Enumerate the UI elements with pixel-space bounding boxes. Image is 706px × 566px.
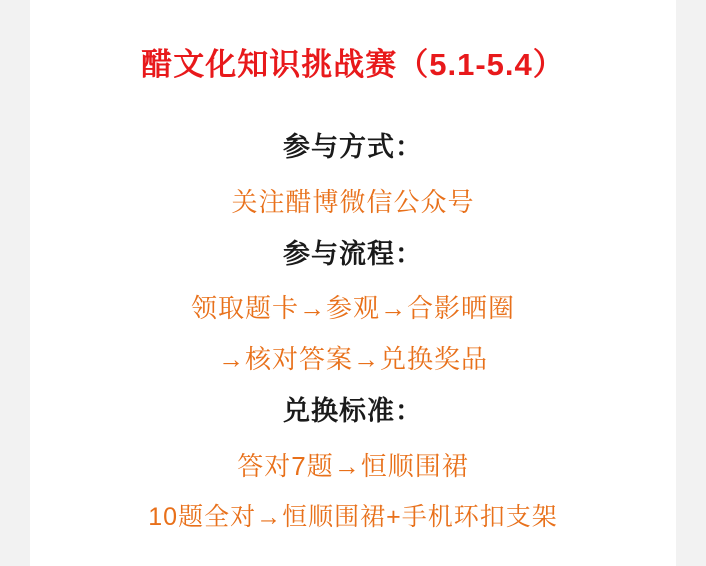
redemption-line-1: 答对7题→恒顺围裙 — [237, 450, 469, 481]
redemption-line-2: 10题全对→恒顺围裙+手机环扣支架 — [148, 503, 558, 532]
page-title: 醋文化知识挑战赛（5.1-5.4） — [141, 47, 565, 82]
right-margin-strip — [676, 0, 706, 566]
process-line-2: →核对答案→兑换奖品 — [217, 343, 488, 374]
left-margin-strip — [0, 0, 30, 566]
poster-content — [30, 0, 676, 566]
section-heading-participation: 参与方式： — [283, 132, 423, 163]
process-line-1: 领取题卡→参观→合影晒圈 — [190, 293, 515, 324]
section-heading-process: 参与流程： — [283, 239, 423, 270]
participation-line-1: 关注醋博微信公众号 — [231, 186, 475, 217]
section-heading-redemption: 兑换标准： — [283, 396, 423, 427]
